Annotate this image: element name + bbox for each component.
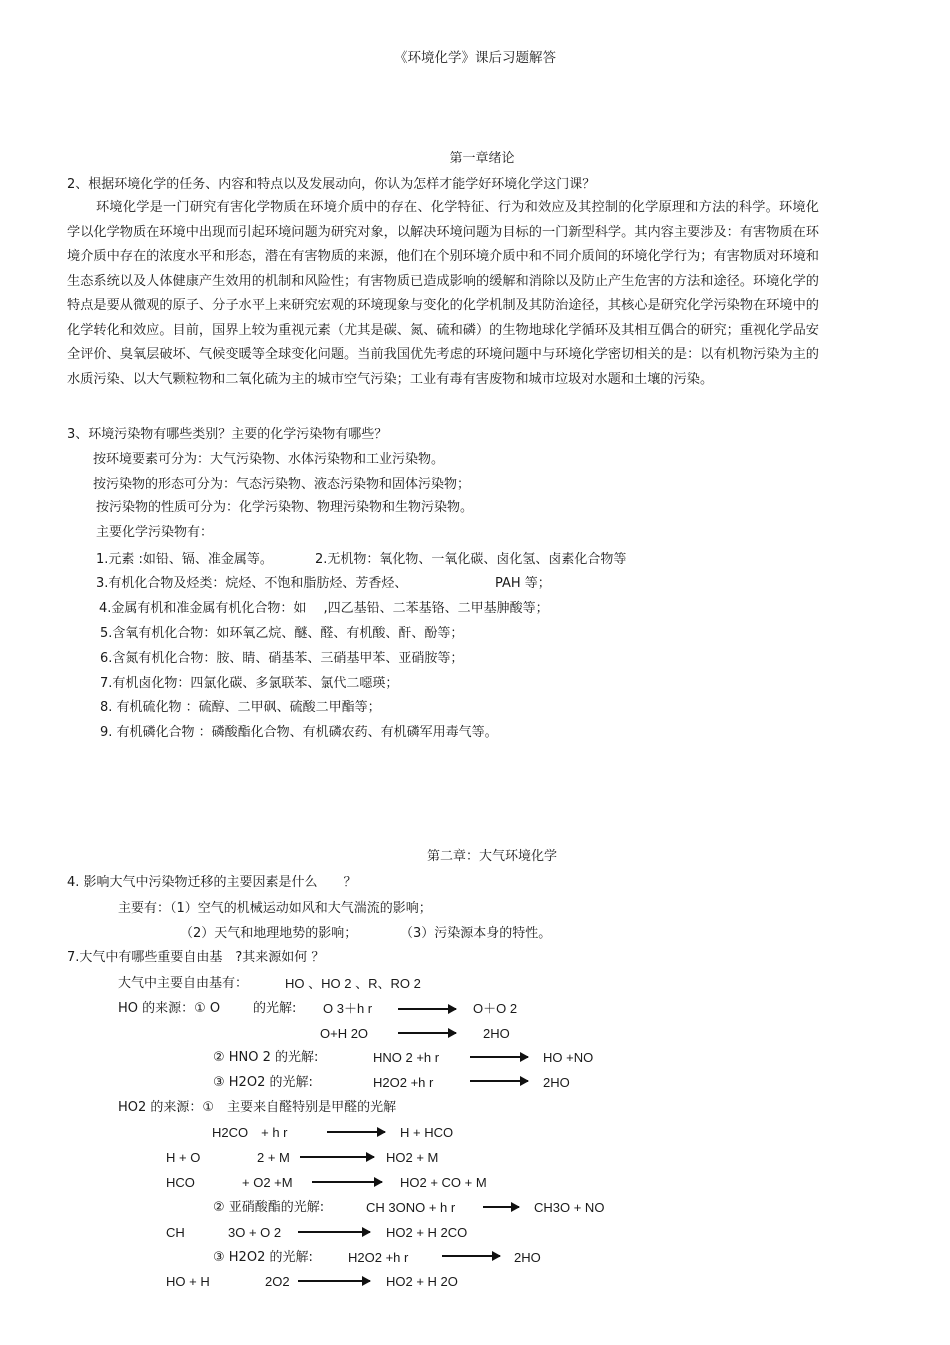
eq-ho-h2o2-products: HO2 + H 2O [386,1274,458,1289]
eq-hno2-products: HO +NO [543,1050,594,1065]
eq-ch3ono-reactants: CH 3ONO + h r [366,1200,456,1215]
pollutant-item-7: 7.有机卤化物：四氯化碳、多氯联苯、氯代二噁瑛； [100,676,399,691]
eq-hno2-arrow [470,1056,528,1058]
pollutant-item-3: 3.有机化合物及烃类：烷烃、不饱和脂肪烃、芳香烃、 [96,576,408,591]
answer-3-line-3: 按污染物的性质可分为：化学污染物、物理污染物和生物污染物。 [96,500,474,515]
h2o2-photolysis-label: ③ H2O2 的光解: [213,1075,313,1090]
eq-ch3ono-arrow [483,1206,519,1208]
document-title: 《环境化学》课后习题解答 [394,50,556,66]
pollutant-item-2: 2.无机物：氧化物、一氧化碳、卤化氢、卤素化合物等 [315,552,627,567]
eq-o3-photolysis-products: O＋O 2 [473,1001,518,1016]
eq-ho-h2o2-left: HO + H [166,1274,210,1289]
eq-h2o2-reactants-2: H2O2 +h r [348,1250,409,1265]
eq-ch3o-arrow [298,1231,370,1233]
eq-hco-arrow [312,1181,382,1183]
eq-h2co-arrow [327,1131,385,1133]
chapter1-title: 第一章绪论 [449,151,515,166]
eq-ho-h2o2-arrow [298,1280,370,1282]
eq-hno2-reactants: HNO 2 +h r [373,1050,440,1065]
answer-3-line-1: 按环境要素可分为：大气污染物、水体污染物和工业污染物。 [93,452,445,467]
eq-h2o2-arrow-2 [442,1255,500,1257]
pollutant-item-8: 8. 有机硫化物 ：硫醇、二甲砜、硫酸二甲酯等； [100,700,381,715]
eq-ch3o-products: HO2 + H 2CO [386,1225,468,1240]
answer-2-paragraph [67,196,819,392]
hno2-photolysis-label: ② HNO 2 的光解: [213,1050,319,1065]
eq-ho-h2o2-mid: 2O2 [265,1274,290,1289]
eq-o3-arrow [398,1008,456,1010]
eq-h-o2-left: H + O [166,1150,201,1165]
eq-hco-mid: + O2 +M [242,1175,293,1190]
answer-3-line-2: 按污染物的形态可分为：气态污染物、液态污染物和固体污染物； [93,477,471,492]
ho-source-label: HO 的来源：① O [118,1001,221,1016]
eq-hco-products: HO2 + CO + M [400,1175,487,1190]
question-4: 4. 影响大气中污染物迁移的主要因素是什么 ？ [67,875,357,890]
eq-h-o2-arrow [300,1156,374,1158]
pollutant-item-4: 4.金属有机和准金属有机化合物：如 ,四乙基铅、二苯基铬、二甲基胂酸等； [99,601,549,616]
eq-o-h2o-arrow [398,1032,456,1034]
pollutant-item-6: 6.含氮有机化合物：胺、睛、硝基苯、三硝基甲苯、亚硝胺等； [100,651,464,666]
eq-h2co-products: H + HCO [400,1125,454,1140]
eq-h2o2-arrow [470,1080,528,1082]
pollutant-item-1: 1.元素 :如铅、镉、准金属等。 [96,552,273,567]
answer-4-line-2a: （2）天气和地理地势的影响； [180,926,358,941]
question-3: 3、环境污染物有哪些类别？主要的化学污染物有哪些？ [67,427,388,442]
answer-4-line-2b: （3）污染源本身的特性。 [400,926,552,941]
radical-list-label: 大气中主要自由基有： [118,976,249,991]
eq-hco-left: HCO [166,1175,195,1190]
eq-h-o2-products: HO2 + M [386,1150,439,1165]
eq-ch3o-mid: 3O + O 2 [228,1225,282,1240]
eq-o3-photolysis-reactants: O 3＋h r [323,1001,373,1016]
eq-o-h2o-products: 2HO [483,1026,510,1041]
eq-h2o2-reactants: H2O2 +h r [373,1075,434,1090]
question-7: 7.大气中有哪些重要自由基 ?其来源如何 ？ [67,950,325,965]
pollutant-item-9: 9. 有机磷化合物 ：磷酸酯化合物、有机磷农药、有机磷军用毒气等。 [100,725,498,740]
eq-h2o2-products-2: 2HO [514,1250,541,1265]
ho-source-o3-tail: 的光解: [253,1001,297,1016]
answer-3-line-4: 主要化学污染物有： [96,525,214,540]
eq-ch3ono-products: CH3O + NO [534,1200,605,1215]
ho2-source-label: HO2 的来源：① 主要来自醛特别是甲醛的光解 [118,1100,397,1115]
answer-2-text: 环境化学是一门研究有害化学物质在环境介质中的存在、化学特征、行为和效应及其控制的化学原理和方法的科学。环境化学以化学物质在环境中出现而引起环境问题为研究对象，以解决环境问题为目标的一门新型科学。其内容主要涉及：有害物质在环境介质中存在的浓度水平和形态，潜在有害物质的来源，他们在个别环境介质中和不同介质间的环境化学行为；有害物质对环境和生态系统以及人体健康产生效用的机制和风险性；有害物质已造成影响的缓解和消除以及防止产生危害的方法和途径。环境化学的特点是要从微观的原子、分子水平上来研究宏观的环境现象与变化的化学机制及其防治途径，其核心是研究化学污染物在环境中的化学转化和效应。目前，国界上较为重视元素（尤其是碳、氮、硫和磷）的生物地球化学循环及其相互偶合的研究；重视化学品安全评价、臭氧层破坏、气候变暖等全球变化问题。当前我国优先考虑的环境问题中与环境化学密切相关的是：以有机物污染为主的水质污染、以大气颗粒物和二氧化硫为主的城市空气污染；工业有毒有害废物和城市垃圾对水题和土壤的污染。 [67,200,819,387]
h2o2-photolysis-label-2: ③ H2O2 的光解: [213,1250,313,1265]
eq-h2o2-products: 2HO [543,1075,570,1090]
radical-list: HO 、HO 2 、R、RO 2 [285,976,421,991]
eq-ch3o-left: CH [166,1225,185,1240]
eq-h-o2-mid: 2 + M [257,1150,290,1165]
question-2: 2、根据环境化学的任务、内容和特点以及发展动向，你认为怎样才能学好环境化学这门课？ [67,177,596,192]
eq-o-h2o-reactants: O+H 2O [320,1026,369,1041]
pollutant-item-5: 5.含氧有机化合物：如环氧乙烷、醚、醛、有机酸、酐、酚等； [100,626,464,641]
eq-h2co-reactants: H2CO + h r [212,1125,288,1140]
chapter2-title: 第二章：大气环境化学 [426,849,557,864]
ch3ono-photolysis-label: ② 亚硝酸酯的光解: [213,1200,325,1215]
pollutant-item-3-tail: PAH 等； [495,576,551,591]
answer-4-line-1: 主要有：（1）空气的机械运动如风和大气湍流的影响； [118,901,432,916]
